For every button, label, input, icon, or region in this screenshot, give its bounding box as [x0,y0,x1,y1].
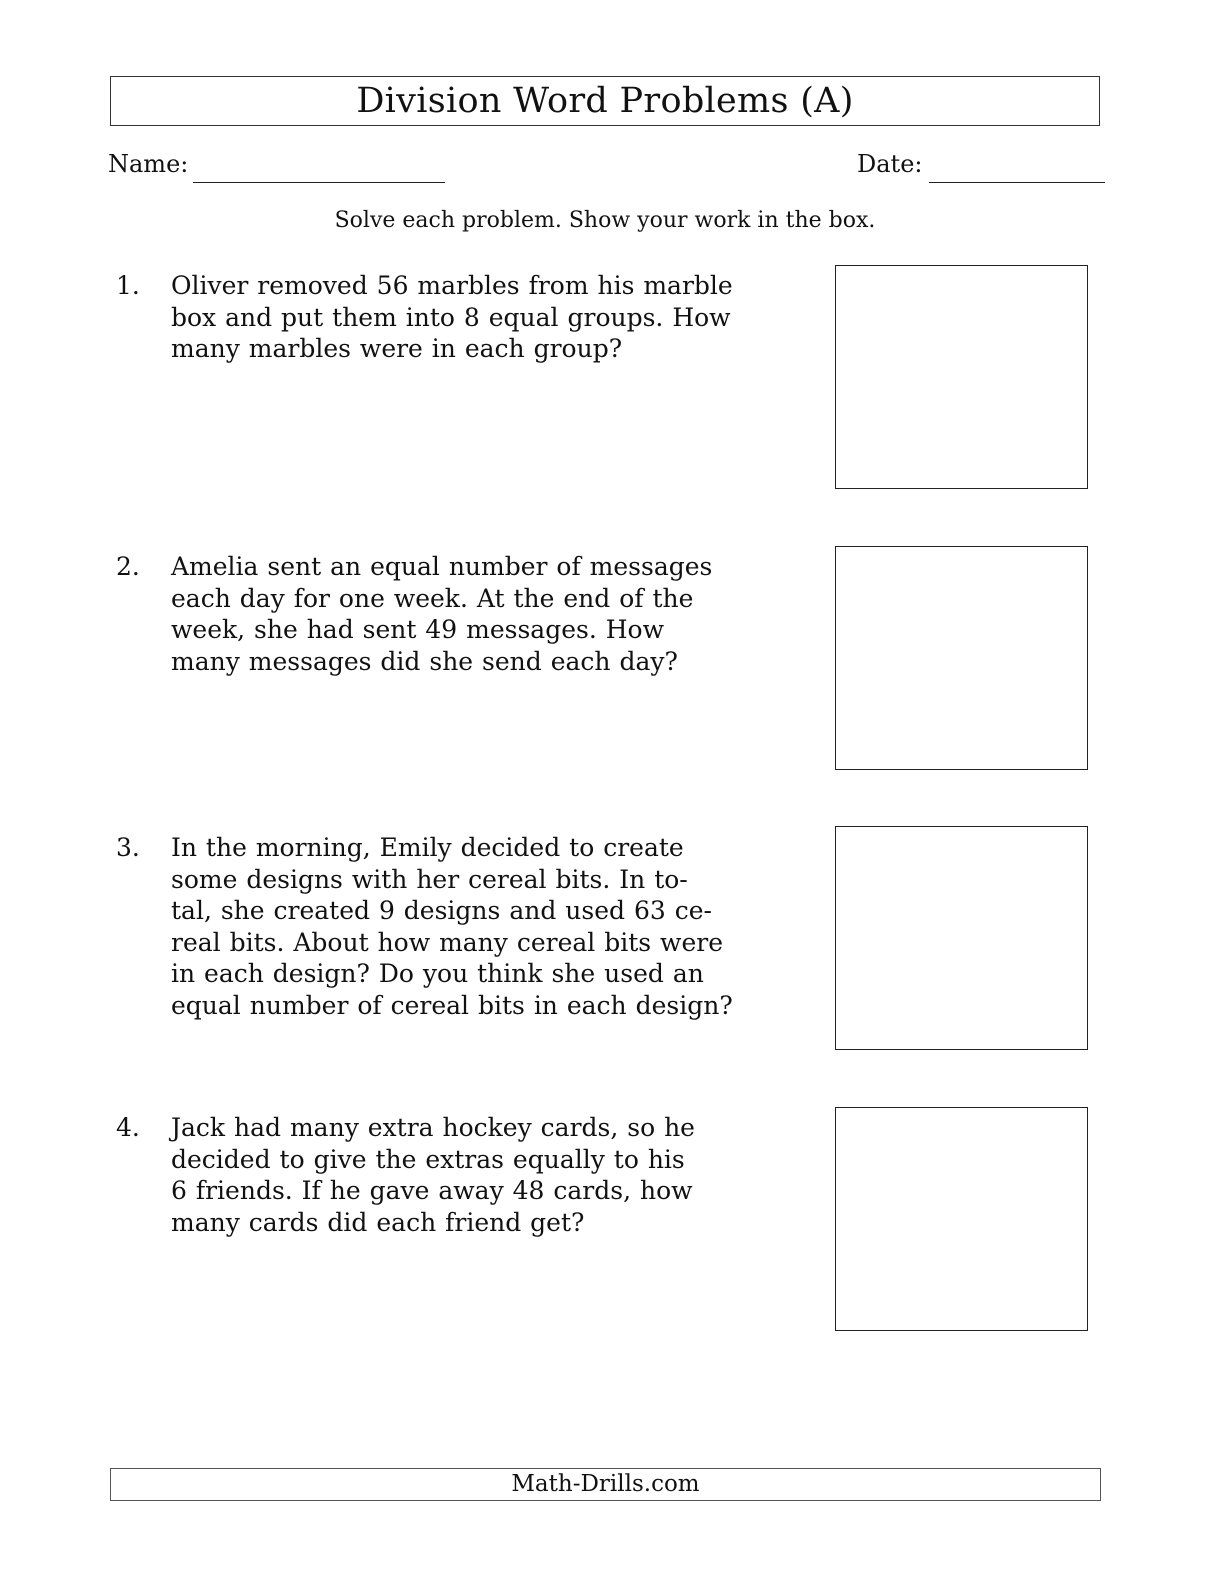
problem-text [171,551,811,677]
problem-line: many messages did she send each day? [171,646,678,676]
work-box-4[interactable] [835,1107,1088,1331]
date-label: Date: [857,150,923,178]
problem-number: 3. [116,833,140,862]
work-box-3[interactable] [835,826,1088,1050]
problem-line: in each design? Do you think she used an [171,959,704,988]
title-box [110,76,1100,126]
work-box-2[interactable] [835,546,1088,770]
problem-text [171,270,811,365]
problem-text [171,1112,811,1238]
work-box-1[interactable] [835,265,1088,489]
footer-box [110,1468,1101,1501]
problem-line: Jack had many extra hockey cards, so he [171,1113,695,1142]
problem-line: many marbles were in each group? [171,334,623,363]
problem-line: Amelia sent an equal number of messages [171,552,713,581]
problem-line: many cards did each friend get? [171,1207,585,1237]
problem-line: 6 friends. If he gave away 48 cards, how [171,1176,693,1205]
problem-number: 2. [116,552,140,581]
problem-line: real bits. About how many cereal bits were [171,927,723,957]
instructions: Solve each problem. Show your work in the box. [334,208,876,233]
problem-number: 1. [116,271,140,300]
problem-line: decided to give the extras equally to his [171,1144,685,1174]
problem-line: some designs with her cereal bits. In to- [171,864,688,894]
problem-line: tal, she created 9 designs and used 63 ce- [171,896,712,925]
problem-line: In the morning, Emily decided to create [171,833,684,862]
problem-line: week, she had sent 49 messages. How [171,615,664,644]
problem-line: box and put them into 8 equal groups. How [171,302,731,332]
problem-line: equal number of cereal bits in each design? [171,990,733,1020]
page-title: Division Word Problems (A) [356,80,854,121]
date-field-line[interactable] [929,182,1105,183]
problem-number: 4. [116,1113,140,1142]
problem-text [171,832,811,1021]
footer-site-name: Math-Drills.com [511,1471,700,1497]
problem-line: Oliver removed 56 marbles from his marble [171,271,733,300]
name-field-line[interactable] [193,182,445,183]
problem-line: each day for one week. At the end of the [171,583,694,613]
name-label: Name: [108,150,189,178]
